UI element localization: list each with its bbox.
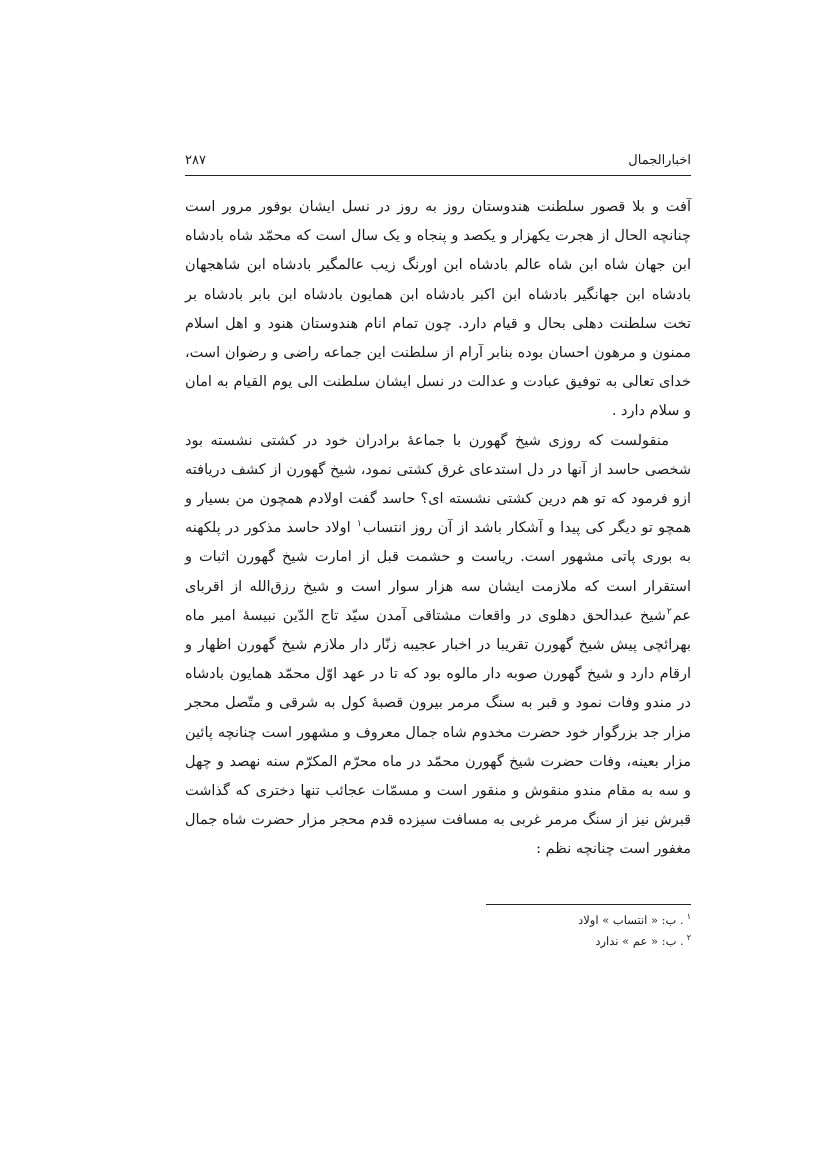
main-text (185, 193, 691, 865)
paragraph-text: شیخ عبدالحق دهلوی در واقعات مشتاقی آمدن سیّد تاج الدّین نبیسهٔ امیر ماه بهرائچی پیش شیخ گهورن تقریبا در اخبار عجیبه زنّار دار ملازم شیخ گهورن اظهار و ارقام دارد و شیخ گهورن صوبه دار مالوه بود که تا در عهد اوّل محمّد همایون بادشاه در مندو وفات نمود و قبر به سنگ مرمر بیرون قصبهٔ کول به شرقی و متّصل محجر مزار جد بزرگوار خود حضرت مخدوم شاه جمال معروف و مشهور است چنانچه پائین مزار بعینه، وفات حضرت شیخ گهورن محمّد در ماه محرّم المکرّم سنه نهصد و چهل و سه به مقام مندو منقوش و منقور است و مسمّات عجائب تنها دختری که گذاشت قبرش نیز از سنگ مرمر غربی به مسافت سیزده قدم محجر مزار حضرت شاه جمال مغفور است چنانچه نظم : (185, 607, 691, 858)
footnote-1 (391, 910, 691, 931)
paragraph-2 (185, 427, 691, 865)
footnote-text: . ب: « انتساب » اولاد (578, 913, 684, 927)
footnotes (391, 910, 691, 952)
book-title: اخبارالجمال (628, 153, 691, 168)
footnote-ref-1[interactable]: ۱ (356, 519, 362, 530)
paragraph-1 (185, 193, 691, 427)
paragraph-text: منقولست که روزی شیخ گهورن با جماعهٔ برادران خود در کشتی نشسته بود شخصی حاسد از آنها در دل استدعای غرق کشتی نمود، شیخ گهورن از کشف دریافته ازو فرمود که تو هم درین کشتی نشسته ای؟ حاسد گفت اولادم همچون من بسیار و همچو تو دیگر کی پیدا و آشکار باشد از آن روز انتساب (185, 432, 691, 537)
paragraph-text: اولاد حاسد مذکور در پلکهنه به بوری پاتی مشهور است. ریاست و حشمت قبل از امارت شیخ گهورن اثبات و استقرار است که ملازمت ایشان سه هزار سوار است و شیخ رزق‌الله از اقربای عم (185, 520, 691, 624)
footnote-rule (486, 904, 691, 905)
running-header (185, 150, 691, 172)
footnote-text: . ب: « عم » ندارد (595, 934, 684, 948)
footnote-ref-2[interactable]: ۲ (666, 607, 672, 618)
footnote-marker: ۱ (686, 912, 691, 922)
footnote-2 (391, 931, 691, 952)
book-page (185, 0, 691, 1169)
paragraph-text: آفت و بلا قصور سلطنت هندوستان روز به روز در نسل ایشان بوفور مرور است چنانچه الحال از هجرت یکهزار و یکصد و پنجاه و یک سال است که محمّد شاه بادشاه ابن جهان شاه ابن شاه عالم بادشاه ابن اورنگ زیب عالمگیر بادشاه ابن شاهجهان بادشاه ابن جهانگیر بادشاه ابن اکبر بادشاه ابن همایون بادشاه ابن بابر بادشاه بر تخت سلطنت دهلی بحال و قیام دارد. چون تمام انام هندوستان هنود و اهل اسلام ممنون و مرهون احسان بوده بنابر آرام از سلطنت این جماعه راضی و رضوان است، خدای تعالی به توفیق عبادت و عدالت در نسل ایشان سلطنت الی یوم القیام به امان و سلام دارد . (185, 199, 691, 420)
footnote-marker: ۲ (686, 933, 691, 943)
header-rule (185, 175, 691, 176)
page-number: ۲۸۷ (185, 153, 206, 168)
